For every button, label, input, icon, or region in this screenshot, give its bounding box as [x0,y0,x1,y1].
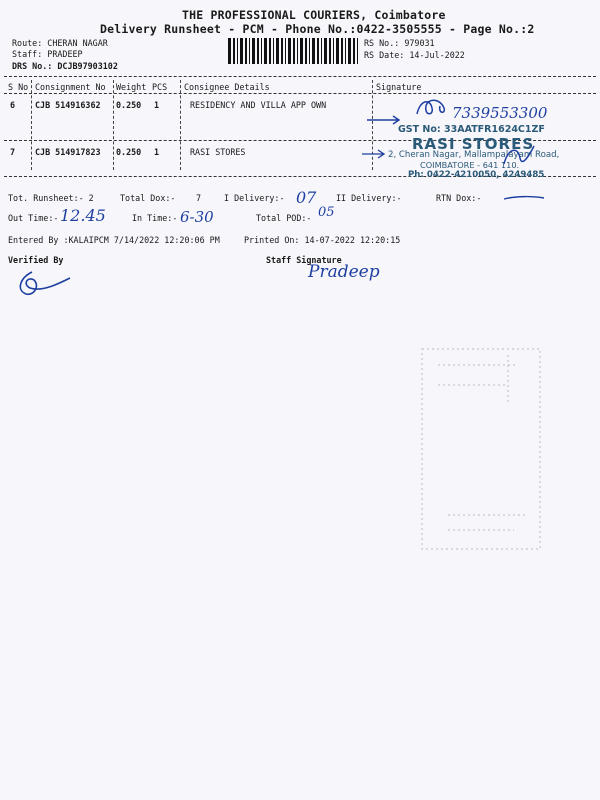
stamp-city: COIMBATORE - 641 110. [420,160,520,170]
barcode-bar [309,38,310,64]
stamp-address: 2, Cheran Nagar, Mallampalayam Road, [388,150,560,160]
drs-number: DRS No.: DCJB97903102 [12,61,118,71]
barcode-bar [264,38,267,64]
barcode-bar [317,38,319,64]
stamp-phone: Ph: 0422-4210050, 4249485 [408,170,545,180]
barcode-bar [237,38,238,64]
row-pcs: 1 [154,147,160,157]
barcode-bar [321,38,322,64]
barcode-bar [240,38,243,64]
i-delivery-value: 07 [296,188,317,207]
stamp-gst: GST No: 33AATFR1624C1ZF [398,124,545,135]
row-pcs: 1 [154,100,160,110]
rtn-dox-dash [502,195,546,203]
rs-date: RS Date: 14-Jul-2022 [364,50,465,60]
row-weight: 0.250 [116,147,142,157]
barcode-bar [288,38,291,64]
barcode-bar [245,38,247,64]
header-rule [4,93,596,94]
barcode-bar [273,38,274,64]
handwritten-phone: 7339553300 [452,104,548,122]
col-header-pcs: PCS [152,82,168,92]
barcode-bar [285,38,286,64]
barcode-bar [329,38,331,64]
barcode-bar [297,38,298,64]
col-header-sno: S No [8,82,29,92]
total-dox-label: Total Dox:- [120,193,176,203]
i-delivery-label: I Delivery:- [224,193,285,203]
out-time-value: 12.45 [60,206,106,225]
row-consignment: CJB 514917823 [35,147,101,157]
total-dox-value: 7 [196,193,202,203]
out-time-label: Out Time:- [8,213,59,223]
barcode-bar [269,38,271,64]
total-pod-label: Total POD:- [256,213,312,223]
signature-arrow-icon [360,148,390,160]
entered-by: Entered By :KALAIPCM 7/14/2022 12:20:06 PM [8,235,220,245]
col-divider [31,80,32,170]
rs-number: RS No.: 979031 [364,38,435,48]
row-consignment: CJB 514916362 [35,100,101,110]
company-title: THE PROFESSIONAL COURIERS, Coimbatore [182,8,446,22]
col-divider [180,80,181,170]
row-sno: 6 [10,100,16,110]
verifier-signature [12,268,74,298]
barcode [228,38,360,64]
barcode-bar [341,38,343,64]
col-header-signature: Signature [376,82,422,92]
barcode-bar [324,38,327,64]
staff-signature-label: Staff Signature [266,255,342,265]
runsheet-title: Delivery Runsheet - PCM - Phone No.:0422-3505555 - Page No.:2 [100,22,535,36]
barcode-bar [276,38,279,64]
barcode-bar [353,38,355,64]
barcode-bar [249,38,250,64]
barcode-bar [348,38,351,64]
verified-by-label: Verified By [8,255,64,265]
barcode-bar [257,38,259,64]
tot-runsheet: Tot. Runsheet:- 2 [8,193,94,203]
barcode-bar [293,38,295,64]
printed-on: Printed On: 14-07-2022 12:20:15 [244,235,401,245]
barcode-bar [333,38,334,64]
barcode-bar [281,38,283,64]
total-pod-value: 05 [318,205,335,220]
staff-label: Staff: PRADEEP [12,49,83,59]
row-weight: 0.250 [116,100,142,110]
bleed-through-stamp-mark [418,345,548,555]
in-time-label: In Time:- [132,213,178,223]
table-top-rule [4,76,596,77]
barcode-bar [345,38,346,64]
barcode-bar [233,38,235,64]
row-consignee: RASI STORES [190,147,246,157]
col-header-consignment: Consignment No [35,82,106,92]
barcode-bar [357,38,358,64]
col-header-weight: Weight [116,82,147,92]
rtn-dox-label: RTN Dox:- [436,193,482,203]
route-label: Route: CHERAN NAGAR [12,38,108,48]
stamp-signature-scribble [500,140,540,170]
row-consignee: RESIDENCY AND VILLA APP OWN [190,100,327,110]
staff-signed-name: Pradeep [308,262,380,282]
barcode-bar [300,38,303,64]
in-time-value: 6-30 [180,208,214,226]
barcode-bar [336,38,339,64]
col-divider [113,80,114,170]
barcode-bar [261,38,262,64]
row-sno: 7 [10,147,16,157]
stamp-name: RASI STORES [412,135,535,153]
barcode-bar [228,38,231,64]
barcode-bar [312,38,315,64]
ii-delivery-label: II Delivery:- [336,193,402,203]
barcode-bar [305,38,307,64]
barcode-bar [252,38,255,64]
signature-scribble [414,96,450,118]
col-header-consignee: Consignee Details [184,82,270,92]
